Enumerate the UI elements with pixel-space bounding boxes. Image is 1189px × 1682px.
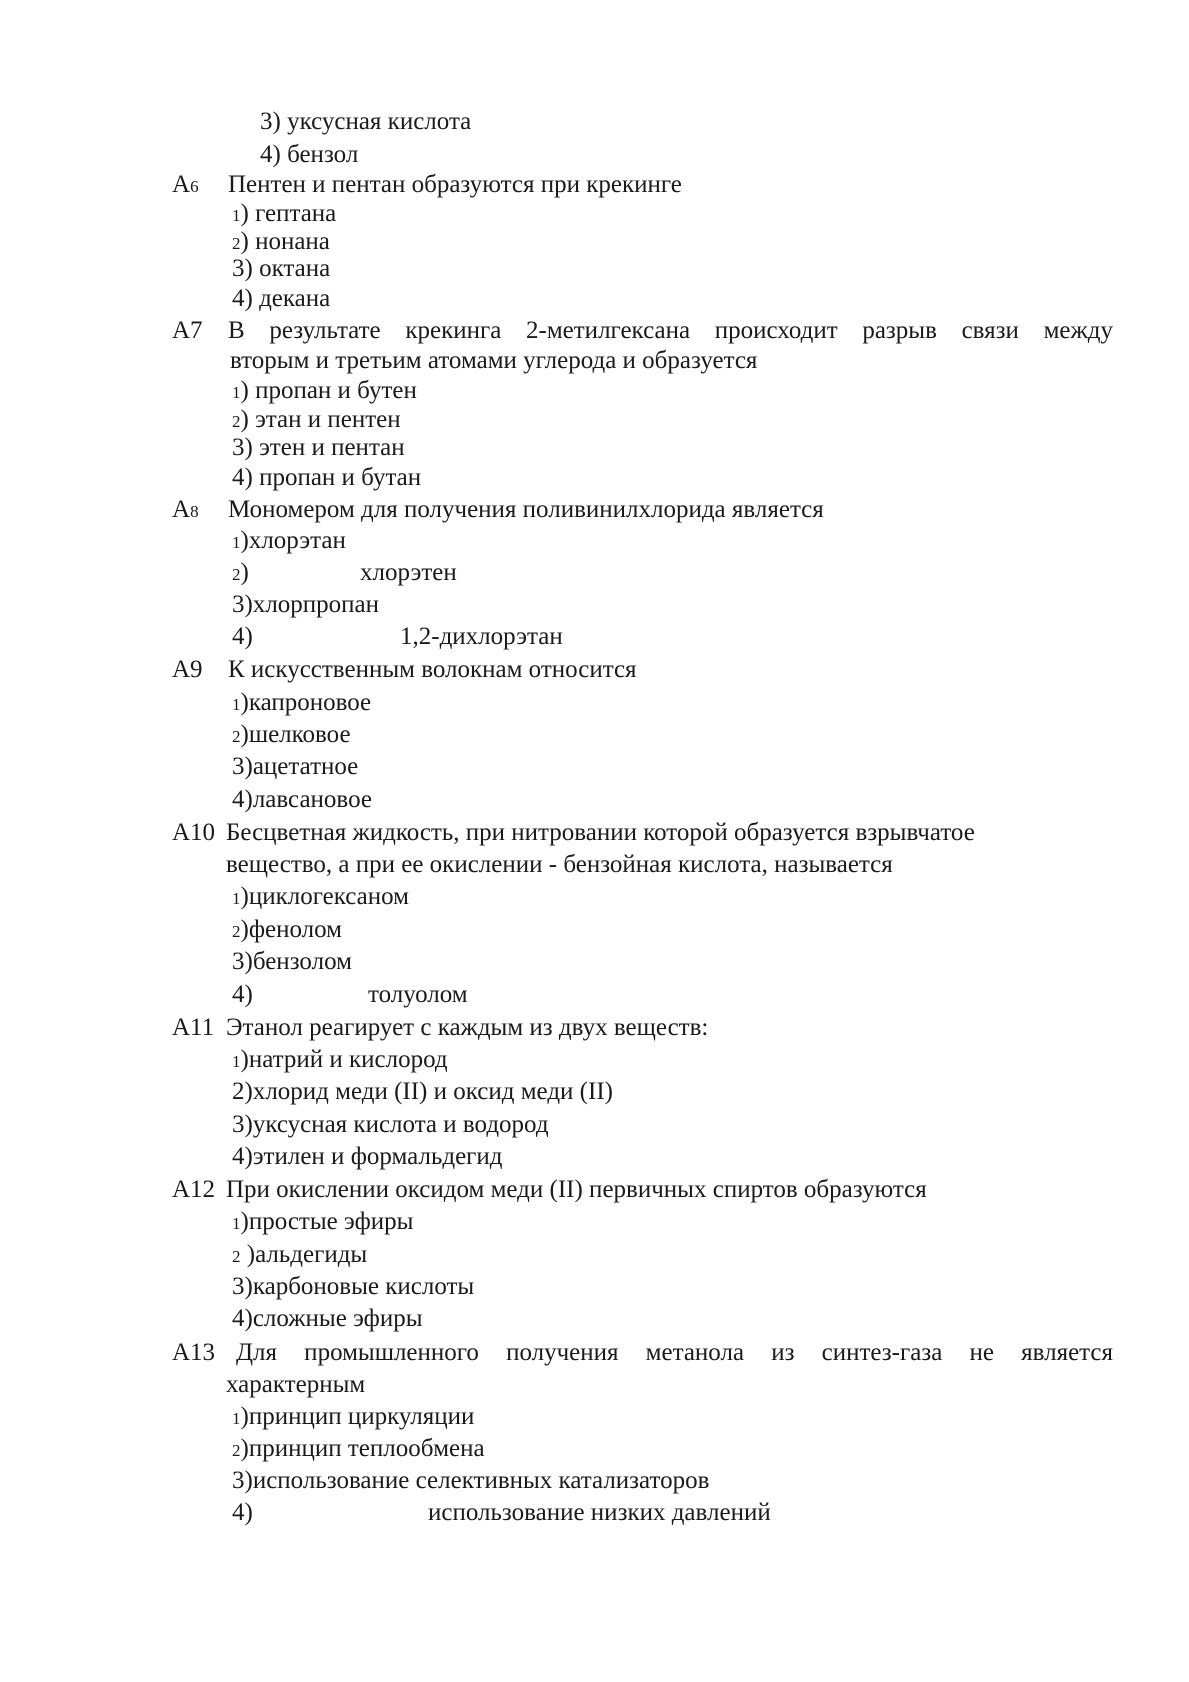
question-text: В результате крекинга 2-метилгексана происходит разрыв связи между (228, 317, 1113, 344)
question-text: Бесцветная жидкость, при нитровании которой образуется взрывчатое (226, 819, 975, 846)
option-line: 4) бензол (260, 141, 359, 168)
question-number: A12 (172, 1176, 216, 1203)
question-number: A11 (172, 1014, 215, 1041)
option-line: 4) пропан и бутан (232, 464, 422, 491)
option-line: 3)ацетатное (232, 753, 359, 780)
question-number: A8 (172, 496, 199, 523)
option-line: 1)принцип циркуляции (232, 1403, 475, 1430)
option-line: 2)принцип теплообмена (232, 1435, 485, 1462)
option-line: 1)хлорэтан (232, 527, 346, 554)
option-line: 1) пропан и бутен (232, 377, 417, 404)
question-text: Этанол реагирует с каждым из двух веществ: (226, 1014, 709, 1041)
option-line: 1)капроновое (232, 689, 372, 716)
option-line: 3) уксусная кислота (260, 108, 472, 135)
option-line: 4)лавсановое (232, 786, 372, 813)
option-line: использование низких давлений (428, 1499, 771, 1526)
option-line: 3) октана (232, 255, 331, 282)
question-text: Пентен и пентан образуются при крекинге (228, 171, 682, 198)
option-line: 4)этилен и формальдегид (232, 1143, 503, 1170)
option-line: 1)натрий и кислород (232, 1046, 448, 1073)
question-text: Для промышленного получения метанола из синтез-газа не является (236, 1339, 1113, 1366)
question-text: характерным (226, 1371, 366, 1398)
option-line: 3) этен и пентан (232, 434, 405, 461)
option-line: 3)хлорпропан (232, 591, 380, 618)
option-line: 3)бензолом (232, 948, 352, 975)
option-line: 1)циклогексаном (232, 883, 409, 910)
option-line: 1) гептана (232, 200, 337, 227)
question-text: вторым и третьим атомами углерода и образуется (230, 347, 758, 374)
question-number: A13 (172, 1339, 216, 1366)
option-line: 4) (232, 623, 253, 650)
question-text: К искусственным волокнам относится (228, 656, 637, 683)
question-text: Мономером для получения поливинилхлорида является (228, 496, 824, 523)
question-number: A10 (172, 819, 216, 846)
question-number: A6 (172, 171, 199, 198)
option-line: 2)фенолом (232, 916, 342, 943)
option-line: 2) этан и пентен (232, 406, 401, 433)
option-line: 4)сложные эфиры (232, 1305, 423, 1332)
question-number: A9 (172, 656, 203, 683)
option-line: толуолом (368, 981, 468, 1008)
option-line: 2 )альдегиды (232, 1241, 368, 1268)
question-text: вещество, а при ее окислении - бензойная кислота, называется (226, 851, 893, 878)
question-text: При окислении оксидом меди (II) первичных спиртов образуются (226, 1176, 927, 1203)
option-line: 2) нонана (232, 228, 330, 255)
question-number: A7 (172, 317, 203, 344)
option-line: 2)шелковое (232, 721, 351, 748)
option-line: 2) (232, 559, 249, 586)
option-line: 3)карбоновые кислоты (232, 1273, 475, 1300)
option-line: 3)использование селективных катализаторов (232, 1467, 710, 1494)
option-line: 4) (232, 981, 253, 1008)
option-line: 4) (232, 1499, 253, 1526)
option-line: 4) декана (232, 285, 331, 312)
option-line: 1)простые эфиры (232, 1208, 414, 1235)
option-line: 2)хлорид меди (II) и оксид меди (II) (232, 1078, 613, 1105)
option-line: хлорэтен (360, 559, 457, 586)
option-line: 3)уксусная кислота и водород (232, 1111, 549, 1138)
option-line: 1,2-дихлорэтан (400, 623, 563, 650)
